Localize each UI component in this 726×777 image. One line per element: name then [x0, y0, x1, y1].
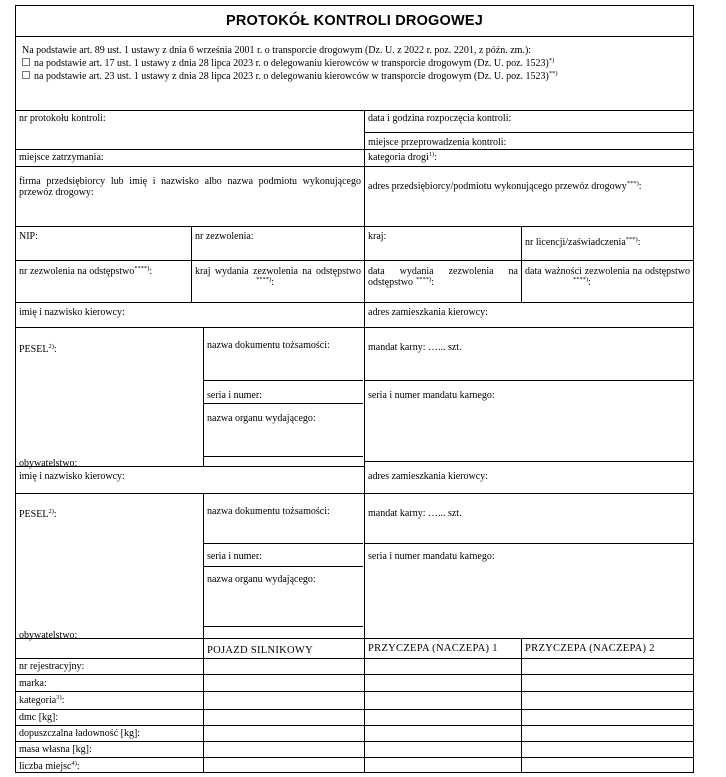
column-header-trailer-1: PRZYCZEPA (NACZEPA) 1 — [368, 643, 498, 654]
legal-basis-option-1-text: na podstawie art. 17 ust. 1 ustawy z dnia 28 lipca 2023 r. o delegowaniu kierowców w transporcie drogowym (Dz. U. poz. 1523) — [34, 58, 549, 69]
license-number-field[interactable]: nr licencji/zaświadczenia***): — [525, 236, 641, 248]
company-address-field[interactable]: adres przedsiębiorcy/podmiotu wykonującego przewóz drogowy***): — [368, 180, 642, 192]
footnote-ref: ****) — [134, 265, 150, 272]
protocol-form — [15, 5, 694, 773]
driver-2-address-field[interactable]: adres zamieszkania kierowcy: — [368, 471, 488, 482]
derogation-issue-date-field[interactable] — [365, 264, 521, 288]
stop-place-field[interactable]: miejsce zatrzymania: — [19, 152, 104, 163]
driver-1-name-field[interactable]: imię i nazwisko kierowcy: — [19, 307, 125, 318]
country-field[interactable]: kraj: — [368, 231, 387, 242]
control-place-field[interactable]: miejsce przeprowadzenia kontroli: — [368, 137, 507, 148]
footnote-ref: ***) — [625, 236, 638, 243]
driver-2-fine-field[interactable]: mandat karny: …... szt. — [368, 508, 462, 519]
nip-field[interactable]: NIP: — [19, 231, 38, 242]
checkbox-icon[interactable] — [22, 71, 30, 79]
footnote-ref: ****): — [416, 276, 434, 288]
driver-1-issuing-authority-field[interactable]: nazwa organu wydającego: — [207, 413, 316, 424]
table-row-label-make: marka: — [19, 678, 47, 689]
road-category-field[interactable]: kategoria drogi$^{1)}$: — [368, 151, 438, 163]
footnote-mark: *) — [548, 57, 555, 64]
derogation-country-label: kraj wydania zezwolenia na odstępstwo — [195, 266, 361, 277]
driver-2-pesel-field[interactable]: PESEL$^{2)}$: — [19, 508, 57, 520]
footnote-ref: ****): — [256, 276, 274, 288]
table-row-label-seats: liczba miejsc$^{4)}$: — [19, 760, 80, 772]
table-row-label-registration: nr rejestracyjny: — [19, 661, 85, 672]
driver-1-series-number-field[interactable]: seria i numer: — [207, 390, 262, 401]
derogation-permit-label: nr zezwolenia na odstępstwo — [19, 266, 135, 277]
company-address-label: adres przedsiębiorcy/podmiotu wykonującego przewóz drogowy — [368, 181, 627, 192]
table-row-label-category: kategoria$^{3)}$: — [19, 694, 65, 706]
legal-basis-option-1[interactable] — [22, 58, 554, 69]
road-category-label: kategoria drogi — [368, 152, 429, 163]
column-header-trailer-2: PRZYCZEPA (NACZEPA) 2 — [525, 643, 655, 654]
driver-2-series-number-field[interactable]: seria i numer: — [207, 551, 262, 562]
footnote-ref: 4) — [71, 760, 77, 767]
legal-basis-option-2[interactable] — [22, 71, 558, 82]
driver-1-fine-series-field[interactable]: seria i numer mandatu karnego: — [368, 390, 495, 401]
legal-basis-option-2-text: na podstawie art. 23 ust. 1 ustawy z dnia 28 lipca 2023 r. o delegowaniu kierowców w transporcie drogowym (Dz. U. poz. 1523) — [34, 71, 549, 82]
legal-basis-line: Na podstawie art. 89 ust. 1 ustawy z dnia 6 września 2001 r. o transporcie drogowym (Dz. U. z 2022 r. poz. 2201, z późn. zm.): — [22, 45, 532, 56]
derogation-validity-date-label: data ważności zezwolenia na odstępstwo — [525, 266, 690, 277]
driver-1-address-field[interactable]: adres zamieszkania kierowcy: — [368, 307, 488, 318]
footnote-ref: 2) — [48, 508, 54, 515]
driver-2-issuing-authority-field[interactable]: nazwa organu wydającego: — [207, 574, 316, 585]
driver-2-id-document-field[interactable]: nazwa dokumentu tożsamości: — [207, 506, 330, 517]
driver-1-citizenship-field[interactable]: obywatelstwo: — [19, 458, 78, 469]
table-row-label-payload: dopuszczalna ładowność [kg]: — [19, 728, 141, 739]
derogation-country-field[interactable] — [192, 264, 364, 288]
permit-number-field[interactable]: nr zezwolenia: — [195, 231, 254, 242]
footnote-ref: 3) — [56, 694, 62, 701]
driver-1-fine-field[interactable]: mandat karny: …... szt. — [368, 342, 462, 353]
form-title: PROTOKÓŁ KONTROLI DROGOWEJ — [225, 13, 484, 29]
checkbox-icon[interactable] — [22, 58, 30, 66]
start-datetime-field[interactable]: data i godzina rozpoczęcia kontroli: — [368, 113, 512, 124]
table-row-label-curb-weight: masa własna [kg]: — [19, 744, 92, 755]
pesel-label: PESEL — [19, 509, 49, 520]
license-number-label: nr licencji/zaświadczenia — [525, 237, 626, 248]
table-row-label-gvw: dmc [kg]: — [19, 712, 59, 723]
pesel-label: PESEL — [19, 344, 49, 355]
protocol-number-field[interactable]: nr protokołu kontroli: — [19, 113, 106, 124]
derogation-permit-field[interactable]: nr zezwolenia na odstępstwo****): — [19, 265, 153, 277]
divider — [16, 36, 693, 37]
driver-2-fine-series-field[interactable]: seria i numer mandatu karnego: — [368, 551, 495, 562]
driver-1-id-document-field[interactable]: nazwa dokumentu tożsamości: — [207, 340, 330, 351]
driver-2-name-field[interactable]: imię i nazwisko kierowcy: — [19, 471, 125, 482]
driver-2-citizenship-field[interactable]: obywatelstwo: — [19, 630, 78, 641]
footnote-ref: ***) — [626, 180, 639, 187]
column-header-motor-vehicle: POJAZD SILNIKOWY — [207, 645, 314, 656]
footnote-ref: ****): — [573, 276, 591, 288]
derogation-validity-date-field[interactable] — [522, 264, 693, 288]
footnote-ref: 1) — [428, 151, 435, 158]
driver-1-pesel-field[interactable]: PESEL$^{2)}$: — [19, 343, 57, 355]
footnote-mark: **) — [548, 70, 558, 77]
derogation-issue-date-label: data wydania zezwolenia na odstępstwo — [368, 266, 518, 288]
footnote-ref: 2) — [48, 343, 54, 350]
company-name-field[interactable]: firma przedsiębiorcy lub imię i nazwisko albo nazwa podmiotu wykonującego przewóz drogowy: — [19, 176, 361, 198]
